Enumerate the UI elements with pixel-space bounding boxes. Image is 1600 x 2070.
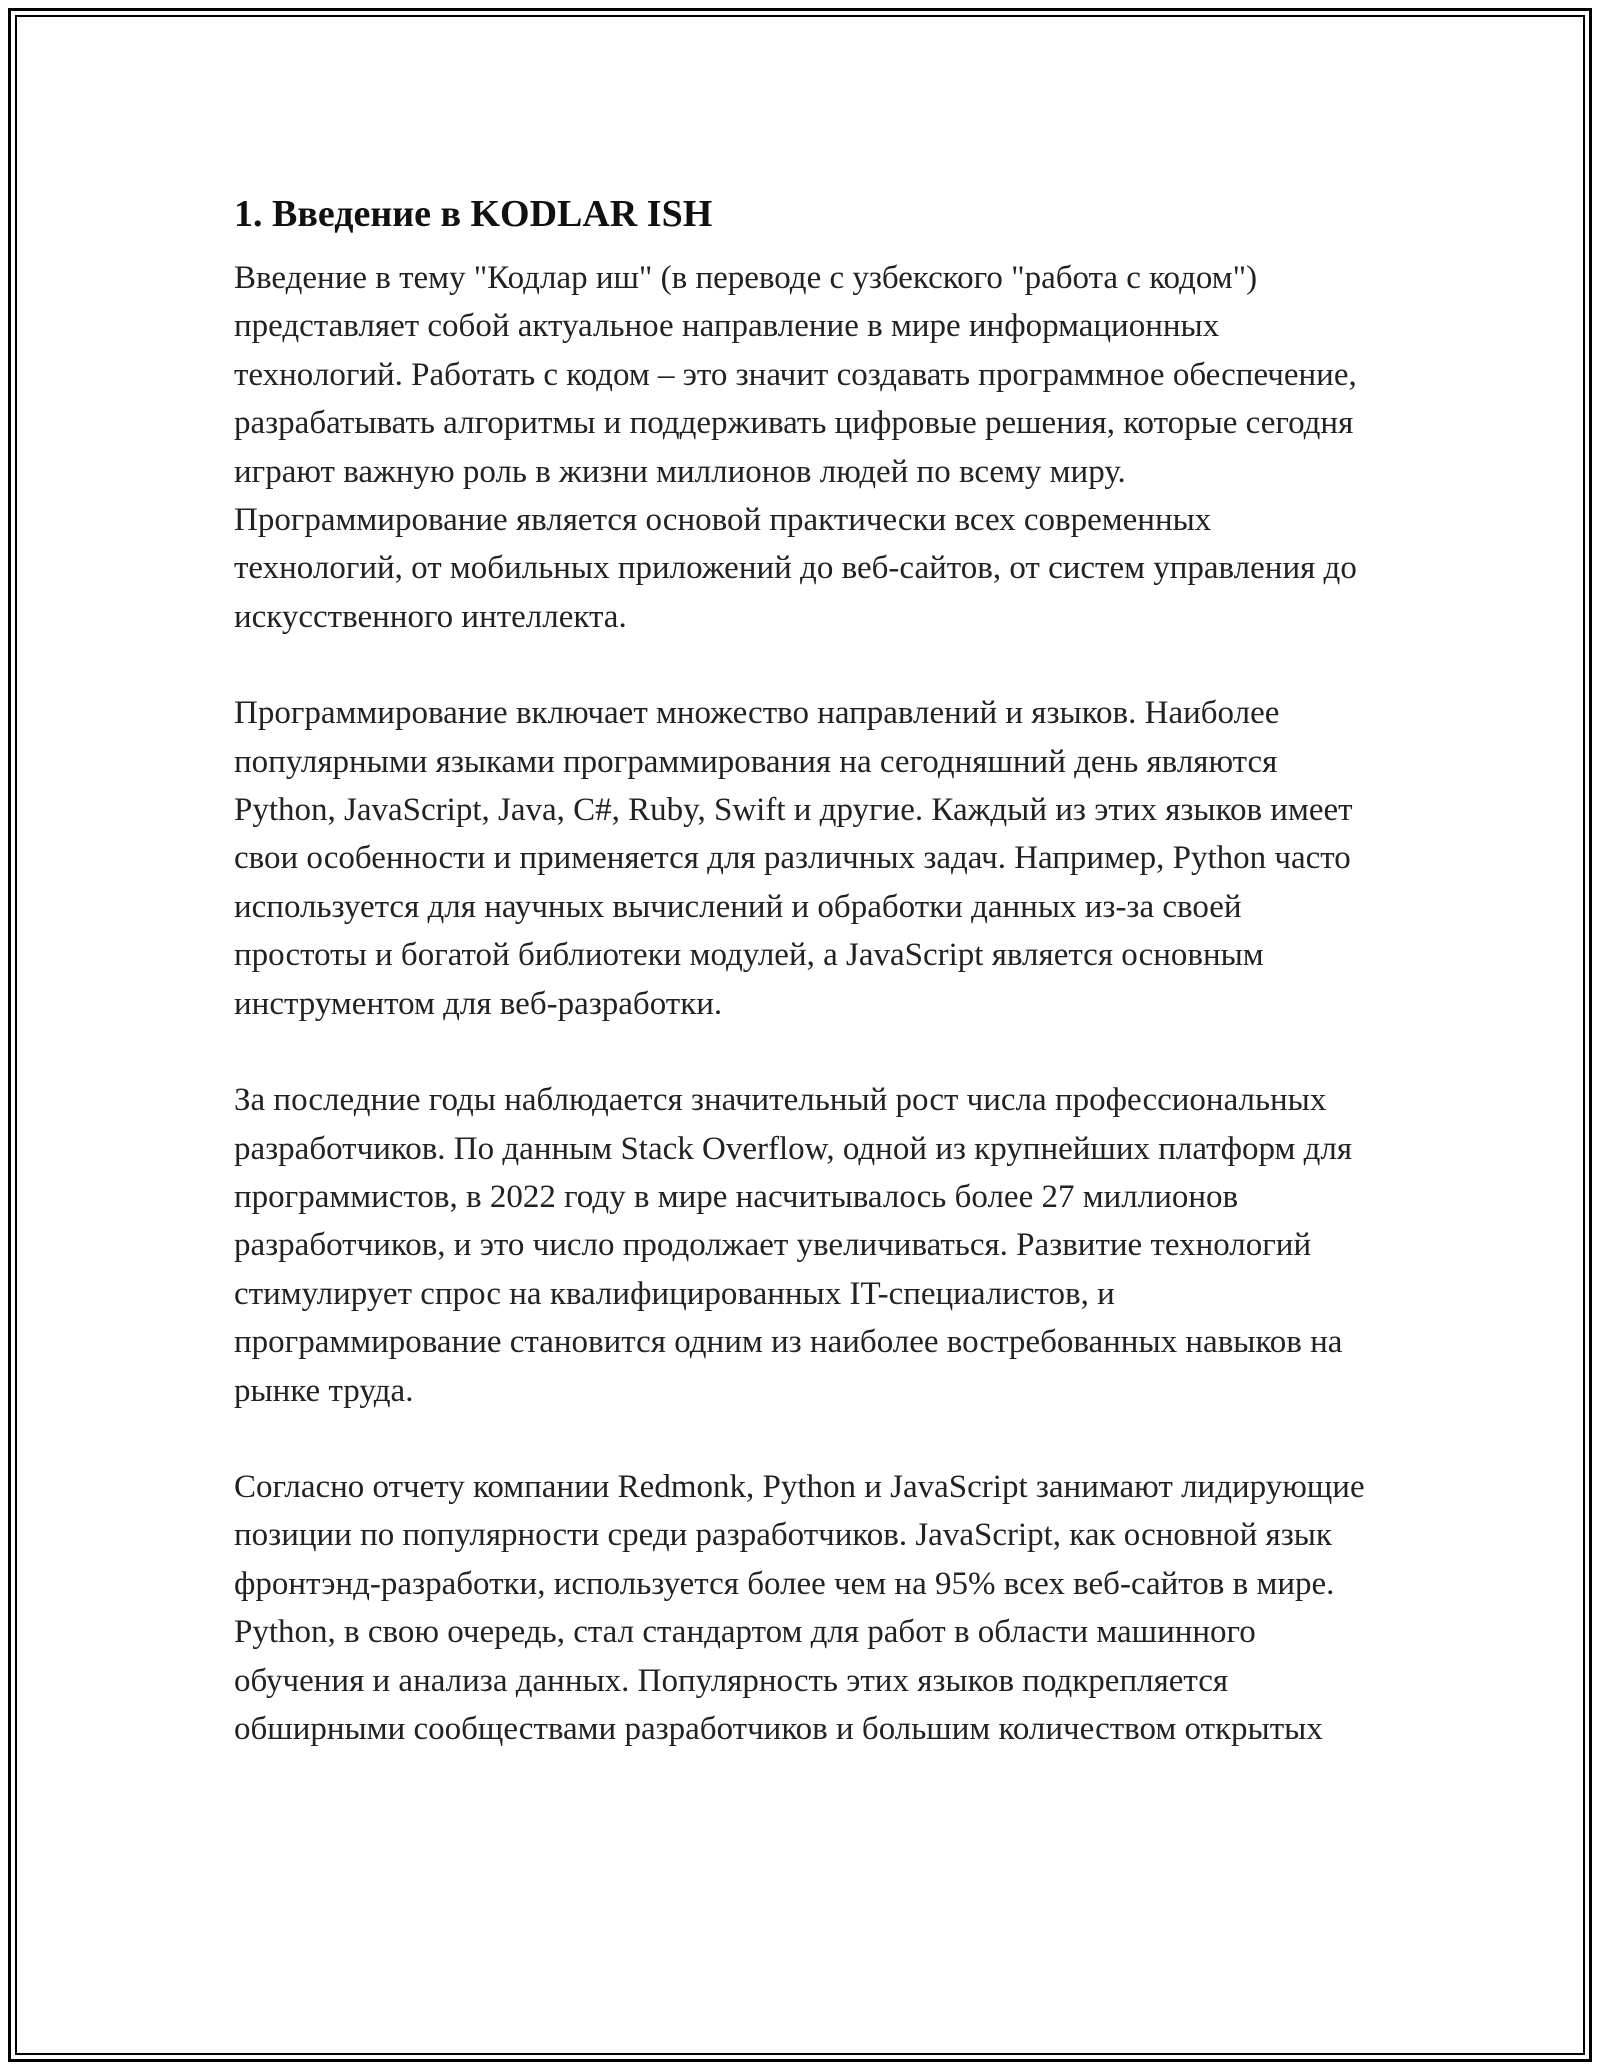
paragraph-programming-languages: Программирование включает множество направлений и языков. Наиболее популярными языками программирования на сегодняшний день являются Python, JavaScript, Java, C#, Ruby, Swift и другие. Каждый из этих языков имеет свои особенности и применяется для различных задач. Например, Python часто используется для научных вычислений и обработки данных из-за своей простоты и богатой библиотеки модулей, а JavaScript является основным инструментом для веб-разработки. (234, 695, 1353, 1022)
section-heading: 1. Введение в KODLAR ISH (234, 193, 713, 235)
document-body (234, 186, 1374, 1753)
paragraph-developer-growth: За последние годы наблюдается значительный рост числа профессиональных разработчиков. По данным Stack Overflow, одной из крупнейших платформ для программистов, в 2022 году в мире насчитывалось более 27 миллионов разработчиков, и это число продолжает увеличиваться. Развитие технологий стимулирует спрос на квалифицированных IT-специалистов, и программирование становится одним из наиболее востребованных навыков на рынке труда. (234, 1082, 1353, 1409)
paragraph-introduction: Введение в тему "Кодлар иш" (в переводе с узбекского "работа с кодом") представляет собой актуальное направление в мире информационных технологий. Работать с кодом – это значит создавать программное обеспечение, разрабатывать алгоритмы и поддерживать цифровые решения, которые сегодня играют важную роль в жизни миллионов людей по всему миру. Программирование является основой практически всех современных технологий, от мобильных приложений до веб-сайтов, от систем управления до искусственного интеллекта. (234, 260, 1357, 635)
paragraph-language-popularity: Согласно отчету компании Redmonk, Python и JavaScript занимают лидирующие позиции по популярности среди разработчиков. JavaScript, как основной язык фронтэнд-разработки, используется более чем на 95% всех веб-сайтов в мире. Python, в свою очередь, стал стандартом для работ в области машинного обучения и анализа данных. Популярность этих языков подкрепляется обширными сообществами разработчиков и большим количеством открытых (234, 1468, 1365, 1747)
